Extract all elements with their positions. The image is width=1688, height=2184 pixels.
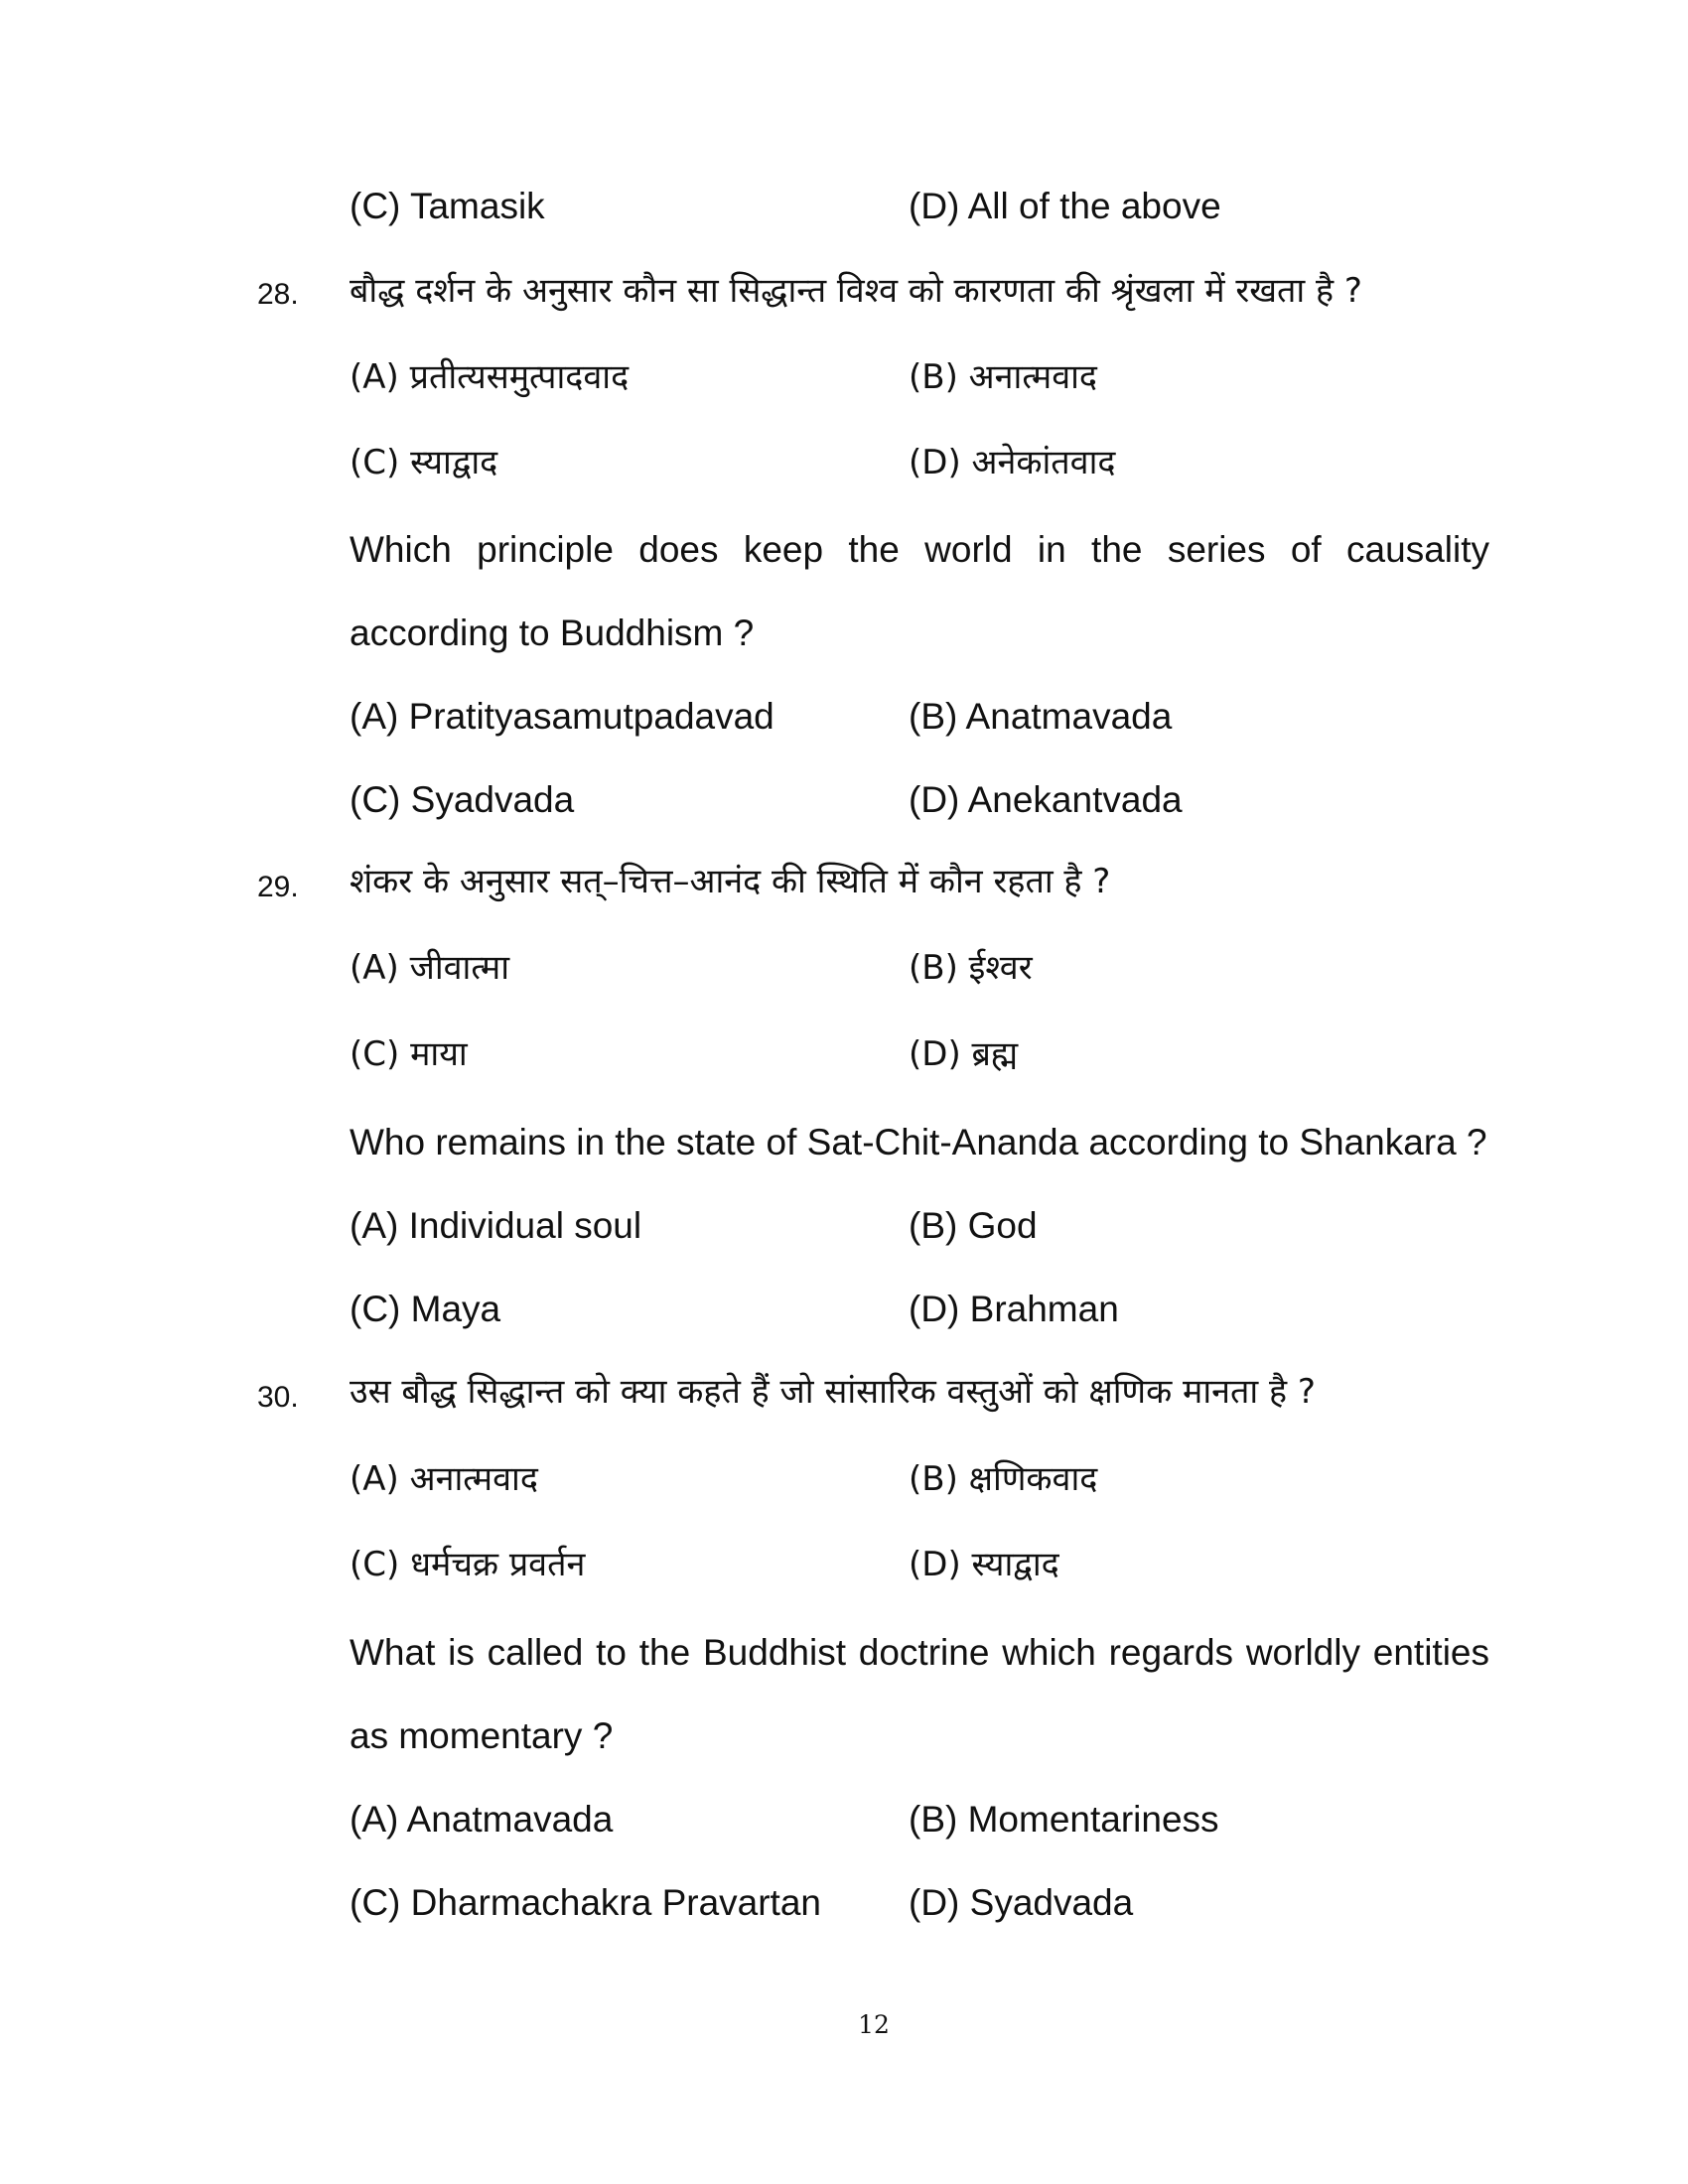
question-30-number: 30. <box>257 1381 299 1414</box>
q29-hindi-option-b: (B) ईश्वर <box>909 948 1033 988</box>
option-c-tamasik: (C) Tamasik <box>350 186 545 226</box>
q29-english-option-d: (D) Brahman <box>909 1289 1119 1329</box>
question-29-hindi: शंकर के अनुसार सत्–चित्त–आनंद की स्थिति में कौन रहता है ? <box>350 862 1111 901</box>
q29-hindi-option-a: (A) जीवात्मा <box>350 948 510 988</box>
q30-english-option-b: (B) Momentariness <box>909 1799 1219 1840</box>
question-30-english-line2: as momentary ? <box>350 1715 614 1756</box>
q29-hindi-option-d: (D) ब्रह्म <box>909 1034 1019 1074</box>
q30-hindi-option-a: (A) अनात्मवाद <box>350 1459 538 1499</box>
q29-hindi-option-c: (C) माया <box>350 1034 468 1074</box>
question-28-hindi: बौद्ध दर्शन के अनुसार कौन सा सिद्धान्त विश्व को कारणता की श्रृंखला में रखता है ? <box>350 271 1362 311</box>
q29-english-option-a: (A) Individual soul <box>350 1205 642 1246</box>
question-30-hindi: उस बौद्ध सिद्धान्त को क्या कहते हैं जो सांसारिक वस्तुओं को क्षणिक मानता है ? <box>350 1372 1316 1412</box>
q28-hindi-option-a: (A) प्रतीत्यसमुत्पादवाद <box>350 357 630 397</box>
q28-english-option-a: (A) Pratityasamutpadavad <box>350 696 774 737</box>
q28-english-option-d: (D) Anekantvada <box>909 779 1183 820</box>
q29-english-option-c: (C) Maya <box>350 1289 501 1329</box>
q28-english-option-c: (C) Syadvada <box>350 779 575 820</box>
q30-english-option-d: (D) Syadvada <box>909 1882 1134 1923</box>
q28-english-option-b: (B) Anatmavada <box>909 696 1173 737</box>
q30-english-option-c: (C) Dharmachakra Pravartan <box>350 1882 821 1923</box>
question-30-english-line1: What is called to the Buddhist doctrine which regards worldly entities <box>350 1632 1489 1673</box>
q30-english-option-a: (A) Anatmavada <box>350 1799 614 1840</box>
q30-hindi-option-b: (B) क्षणिकवाद <box>909 1459 1098 1499</box>
q28-hindi-option-b: (B) अनात्मवाद <box>909 357 1097 397</box>
q29-english-option-b: (B) God <box>909 1205 1038 1246</box>
q28-hindi-option-c: (C) स्याद्वाद <box>350 443 498 482</box>
q30-hindi-option-c: (C) धर्मचक्र प्रवर्तन <box>350 1545 586 1584</box>
question-28-english-line2: according to Buddhism ? <box>350 613 755 653</box>
q30-hindi-option-d: (D) स्याद्वाद <box>909 1545 1059 1584</box>
question-29-english: Who remains in the state of Sat-Chit-Ananda according to Shankara ? <box>350 1122 1487 1162</box>
question-28-english-line1: Which principle does keep the world in the series of causality <box>350 529 1489 570</box>
question-29-number: 29. <box>257 871 299 903</box>
option-d-all-of-the-above: (D) All of the above <box>909 186 1221 226</box>
page-number: 12 <box>858 2010 890 2039</box>
question-28-number: 28. <box>257 278 299 311</box>
q28-hindi-option-d: (D) अनेकांतवाद <box>909 443 1116 482</box>
